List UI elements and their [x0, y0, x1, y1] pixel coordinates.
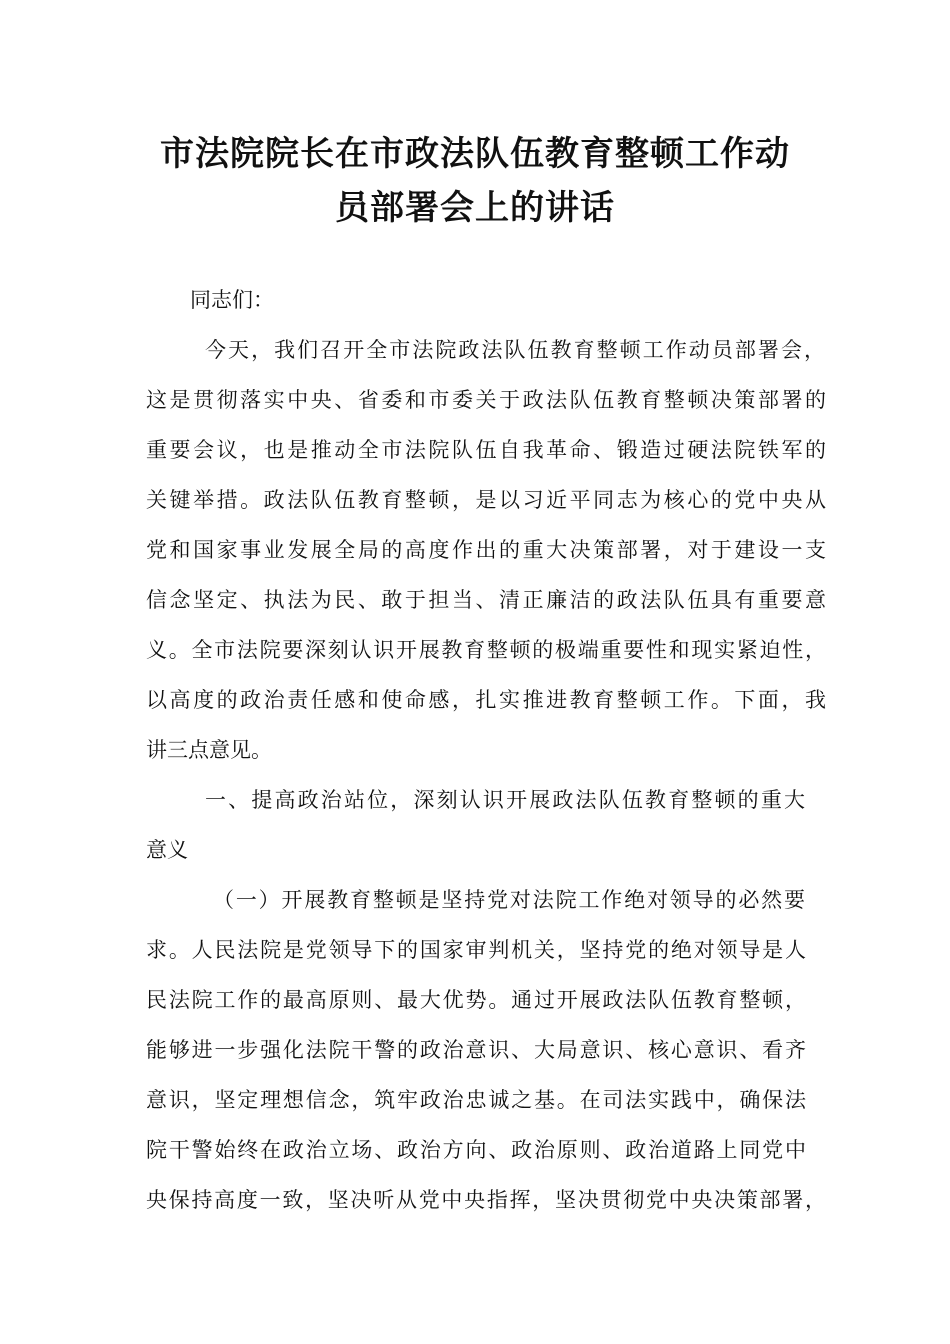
document-title-line-1: 市法院院长在市政法队伍教育整顿工作动	[160, 134, 790, 174]
paragraph-2-line: （一）开展教育整顿是坚持党对法院工作绝对领导的必然要	[213, 888, 805, 912]
paragraph-2-line: 院干警始终在政治立场、政治方向、政治原则、政治道路上同党中	[146, 1138, 806, 1162]
paragraph-2-line: 意识，坚定理想信念，筑牢政治忠诚之基。在司法实践中，确保法	[146, 1088, 806, 1112]
salutation: 同志们：	[190, 288, 274, 312]
paragraph-1-line: 信念坚定、执法为民、敢于担当、清正廉洁的政法队伍具有重要意	[146, 588, 826, 612]
paragraph-1-line: 这是贯彻落实中央、省委和市委关于政法队伍教育整顿决策部署的	[146, 388, 826, 412]
paragraph-1-line: 义。全市法院要深刻认识开展教育整顿的极端重要性和现实紧迫性，	[146, 638, 826, 662]
paragraph-1-line: 以高度的政治责任感和使命感，扎实推进教育整顿工作。下面，我	[146, 688, 826, 712]
paragraph-1-line: 重要会议，也是推动全市法院队伍自我革命、锻造过硬法院铁军的	[146, 438, 826, 462]
paragraph-2-line: 央保持高度一致，坚决听从党中央指挥，坚决贯彻党中央决策部署，	[146, 1188, 826, 1212]
paragraph-1-line: 党和国家事业发展全局的高度作出的重大决策部署，对于建设一支	[146, 538, 826, 562]
paragraph-2-line: 能够进一步强化法院干警的政治意识、大局意识、核心意识、看齐	[146, 1038, 806, 1062]
document-title-line-2: 员部署会上的讲话	[335, 188, 615, 228]
section-heading-1-line: 意义	[146, 838, 188, 862]
paragraph-1-line: 讲三点意见。	[146, 738, 272, 762]
section-heading-1-line: 一、提高政治站位，深刻认识开展政法队伍教育整顿的重大	[205, 788, 805, 812]
paragraph-2-line: 民法院工作的最高原则、最大优势。通过开展政法队伍教育整顿，	[146, 988, 806, 1012]
paragraph-2-line: 求。人民法院是党领导下的国家审判机关，坚持党的绝对领导是人	[146, 938, 806, 962]
paragraph-1-line: 今天，我们召开全市法院政法队伍教育整顿工作动员部署会，	[205, 338, 825, 362]
paragraph-1-line: 关键举措。政法队伍教育整顿，是以习近平同志为核心的党中央从	[146, 488, 826, 512]
